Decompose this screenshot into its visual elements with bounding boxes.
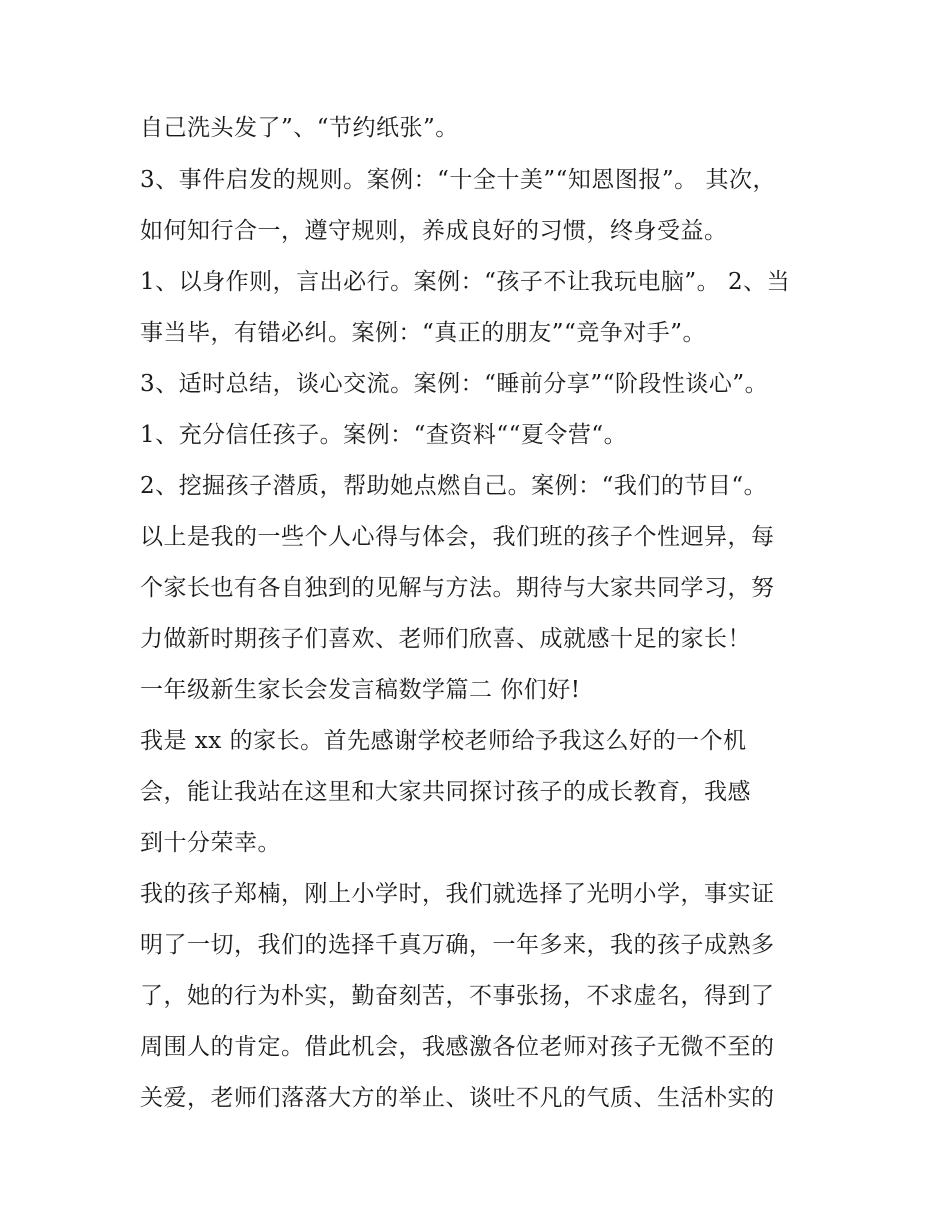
text-line: 2、挖掘孩子潜质，帮助她点燃自己。案例：“我们的节目“。: [140, 473, 768, 499]
text-line: 力做新时期孩子们喜欢、老师们欣喜、成就感十足的家长！: [140, 626, 751, 652]
text-line: 到十分荣幸。: [140, 830, 281, 856]
text-line: 我是 xx 的家长。首先感谢学校老师给予我这么好的一个机: [140, 728, 747, 754]
text-line: 一年级新生家长会发言稿数学篇二 你们好!: [140, 677, 581, 703]
text-line: 会，能让我站在这里和大家共同探讨孩子的成长教育，我感: [140, 779, 751, 805]
text-line: 以上是我的一些个人心得与体会，我们班的孩子个性迥异，每: [140, 524, 775, 550]
text-line: 1、以身作则，言出必行。案例：“孩子不让我玩电脑”。 2、当: [140, 269, 791, 295]
text-line: 了，她的行为朴实，勤奋刻苦，不事张扬，不求虚名，得到了: [140, 983, 775, 1009]
text-line: 事当毕，有错必纠。案例：“真正的朋友”“竞争对手”。: [140, 320, 707, 346]
text-line: 如何知行合一，遵守规则，养成良好的习惯，终身受益。: [140, 218, 728, 244]
text-line: 我的孩子郑楠，刚上小学时，我们就选择了光明小学，事实证: [140, 881, 775, 907]
text-line: 3、事件启发的规则。案例：“十全十美”“知恩图报”。 其次，: [140, 167, 776, 193]
text-line: 关爱，老师们落落大方的举止、谈吐不凡的气质、生活朴实的: [140, 1085, 775, 1111]
text-line: 3、适时总结，谈心交流。案例：“睡前分享”“阶段性谈心”。: [140, 371, 769, 397]
text-line: 明了一切，我们的选择千真万确，一年多来，我的孩子成熟多: [140, 932, 775, 958]
text-line: 个家长也有各自独到的见解与方法。期待与大家共同学习，努: [140, 575, 775, 601]
text-line: 自己洗头发了”、“节约纸张”。: [140, 115, 459, 141]
text-line: 周围人的肯定。借此机会，我感激各位老师对孩子无微不至的: [140, 1034, 775, 1060]
text-line: 1、充分信任孩子。案例：“查资料““夏令营“。: [140, 422, 628, 448]
